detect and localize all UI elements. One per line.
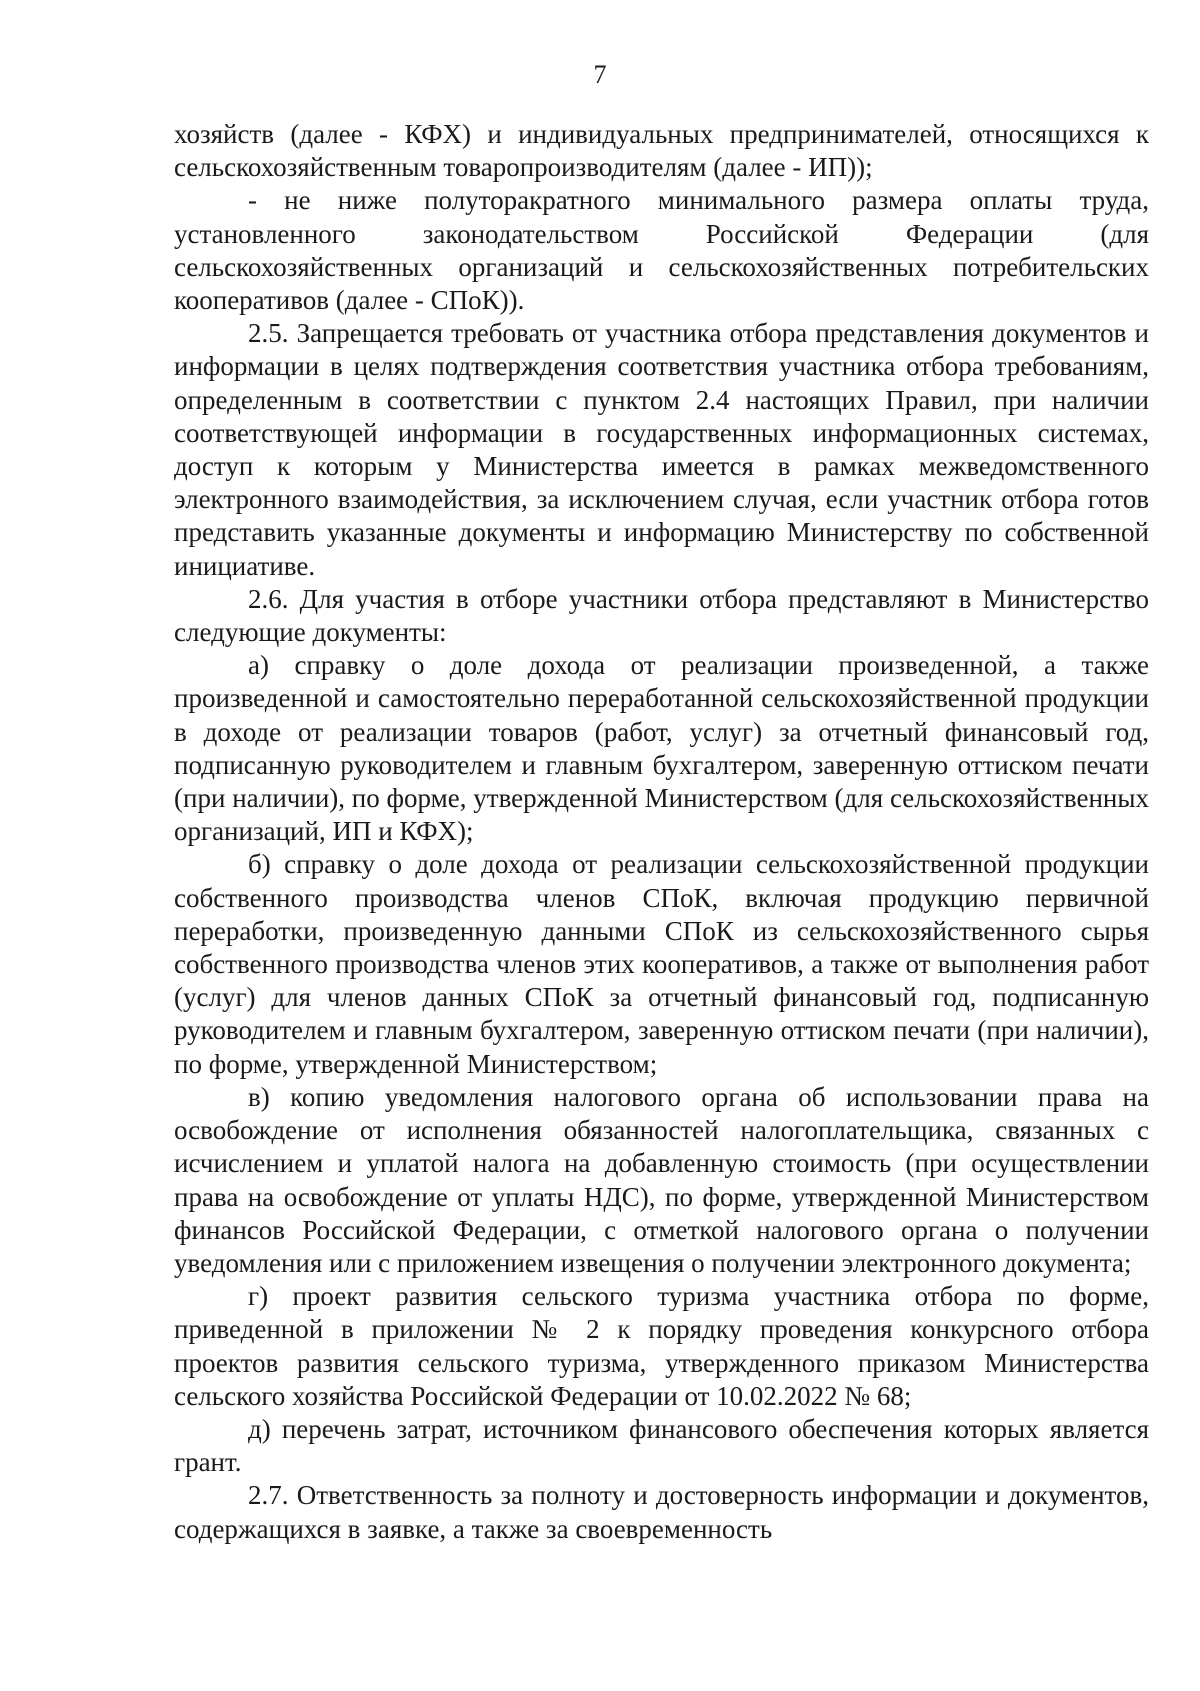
paragraph-item-b: б) справку о доле дохода от реализации сельскохозяйственной продукции собственного производства членов СПоК, включая продукцию первичной переработки, произведенную данными СПоК из сельскохозяйственного сырья собственного производства членов этих кооперативов, а также от выполнения работ (услуг) для членов данных СПоК за отчетный финансовый год, подписанную руководителем и главным бухгалтером, заверенную оттиском печати (при наличии), по форме, утвержденной Министерством; — [174, 849, 1149, 1079]
paragraph-wage-clause: - не ниже полуторакратного минимального размера оплаты труда, установленного законодательством Российской Федерации (для сельскохозяйственных организаций и сельскохозяйственных потребительских кооперативов (далее - СПоК)). — [174, 185, 1149, 316]
paragraph-2-6: 2.6. Для участия в отборе участники отбора представляют в Министерство следующие документы: — [174, 583, 1149, 648]
paragraph-item-d: д) перечень затрат, источником финансового обеспечения которых является грант. — [174, 1413, 1149, 1478]
paragraph-item-a: а) справку о доле дохода от реализации произведенной, а также произведенной и самостоятельно переработанной сельскохозяйственной продукции в доходе от реализации товаров (работ, услуг) за отчетный финансовый год, подписанную руководителем и главным бухгалтером, заверенную оттиском печати (при наличии), по форме, утвержденной Министерством (для сельскохозяйственных организаций, ИП и КФХ); — [174, 650, 1149, 847]
paragraph-2-5: 2.5. Запрещается требовать от участника отбора представления документов и информации в целях подтверждения соответствия участника отбора требованиям, определенным в соответствии с пунктом 2.4 настоящих Правил, при наличии соответствующей информации в государственных информационных системах, доступ к которым у Министерства имеется в рамках межведомственного электронного взаимодействия, за исключением случая, если участник отбора готов представить указанные документы и информацию Министерству по собственной инициативе. — [174, 318, 1149, 581]
paragraph-item-g: г) проект развития сельского туризма участника отбора по форме, приведенной в приложении № 2 к порядку проведения конкурсного отбора проектов развития сельского туризма, утвержденного приказом Министерства сельского хозяйства Российской Федерации от 10.02.2022 № 68; — [174, 1281, 1149, 1411]
paragraph-2-7: 2.7. Ответственность за полноту и достоверность информации и документов, содержащихся в заявке, а также за своевременность — [174, 1480, 1149, 1544]
paragraph-continuation: хозяйств (далее - КФХ) и индивидуальных предпринимателей, относящихся к сельскохозяйственным товаропроизводителям (далее - ИП)); — [174, 119, 1149, 183]
document-body — [174, 118, 1149, 1546]
page-number: 7 — [593, 60, 607, 89]
paragraph-item-v: в) копию уведомления налогового органа об использовании права на освобождение от исполнения обязанностей налогоплательщика, связанных с исчислением и уплатой налога на добавленную стоимость (при осуществлении права на освобождение от уплаты НДС), по форме, утвержденной Министерством финансов Российской Федерации, с отметкой налогового органа о получении уведомления или с приложением извещения о получении электронного документа; — [174, 1081, 1149, 1278]
